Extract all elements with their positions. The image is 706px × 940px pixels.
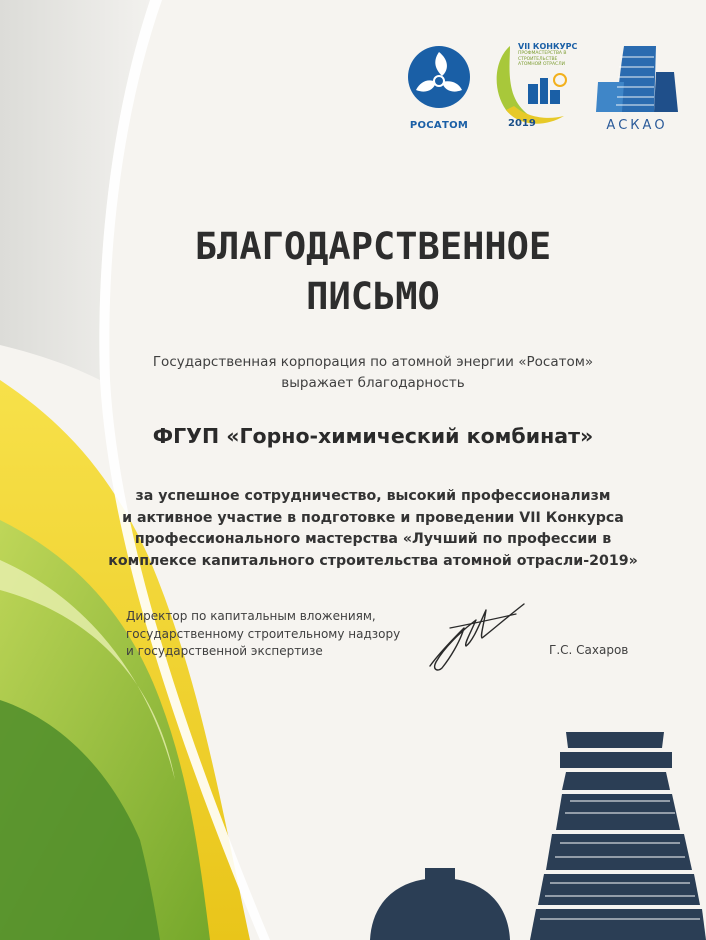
signer-line-2: государственному строительному надзору bbox=[126, 626, 401, 641]
askao-logo bbox=[594, 42, 680, 134]
rosatom-caption: РОСАТОМ bbox=[409, 120, 469, 131]
subtitle-line-1: Государственная корпорация по атомной энергии «Росатом» bbox=[152, 354, 594, 370]
subtitle-line-2: выражает благодарность bbox=[281, 375, 465, 391]
rosatom-emblem-icon bbox=[404, 42, 474, 116]
contest-year: 2019 bbox=[508, 118, 536, 129]
reason-line-2: и активное участие в подготовке и проведении VII Конкурса bbox=[122, 509, 624, 526]
issuer-text bbox=[110, 352, 636, 394]
contest-subtitle: ПРОФМАСТЕРСТВА В СТРОИТЕЛЬСТВЕ АТОМНОЙ ОТРАСЛИ bbox=[518, 51, 567, 67]
reason-line-3: профессионального мастерства «Лучший по профессии в bbox=[134, 531, 612, 547]
title-line-1: БЛАГОДАРСТВЕННОЕ bbox=[194, 225, 552, 268]
grey-band bbox=[0, 0, 150, 380]
signer-name: Г.С. Сахаров bbox=[549, 643, 629, 657]
askao-caption: АСКАО bbox=[606, 118, 668, 133]
askao-emblem-icon bbox=[594, 42, 680, 116]
recipient-name: ФГУП «Горно-химический комбинат» bbox=[152, 424, 594, 448]
reason-line-4: комплексе капитального строительства атомной отрасли-2019» bbox=[108, 552, 638, 569]
reason-text bbox=[100, 486, 646, 572]
reason-line-1: за успешное сотрудничество, высокий профессионализм bbox=[135, 488, 611, 504]
signer-line-1: Директор по капитальным вложениям, bbox=[126, 609, 376, 623]
cooling-tower-illustration bbox=[530, 732, 706, 940]
reactor-dome-illustration bbox=[370, 868, 510, 940]
contest-logo bbox=[488, 40, 578, 136]
rosatom-logo bbox=[404, 42, 474, 134]
letter-title bbox=[100, 222, 646, 322]
signer-line-3: и государственной экспертизе bbox=[126, 644, 323, 658]
title-line-2: ПИСЬМО bbox=[306, 275, 440, 318]
handwritten-signature bbox=[420, 598, 540, 678]
signer-position bbox=[126, 608, 426, 661]
contest-title: VII КОНКУРС bbox=[518, 42, 578, 51]
